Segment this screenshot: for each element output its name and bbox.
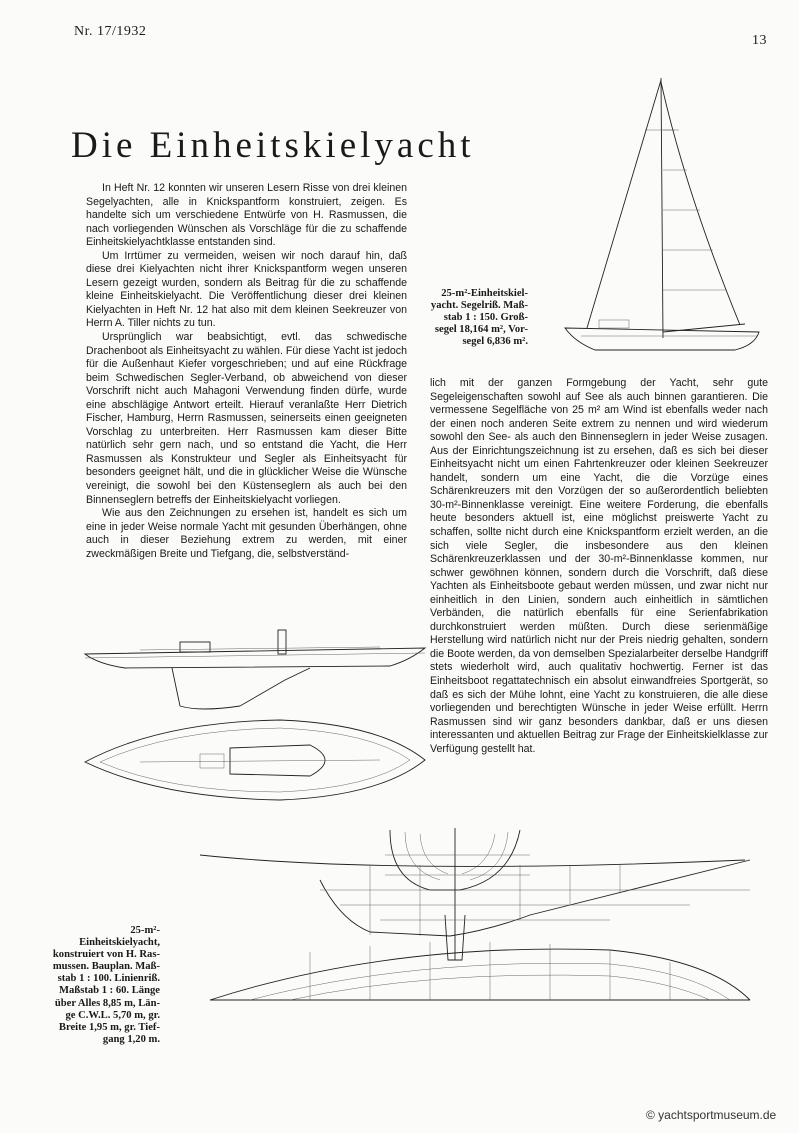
paragraph: lich mit der ganzen Formgebung der Yacht, sehr gute Segeleigenschaften sowohl auf See als auch binnen garantieren. Die vermessene Segelfläche von 25 m² am Wind ist ebenfalls weder nach der einen noch anderen Seite extrem zu nennen und wird wiederum sowohl den See- als auch den Binnenseglern in jeder Weise zusagen. Aus der Einrichtungszeichnung ist zu ersehen, daß es sich bei dieser Einheitsyacht nicht um einen Fahrtenkreuzer oder kleinen Seekreuzer handelt, sondern um eine Yacht, die die Vorzüge eines Schärenkreuzers mit den Vorzügen der so außerordentlich beliebten 30-m²-Binnenklasse vereinigt. Eine weitere Forderung, die ebenfalls heute besonders aktuell ist, eine möglichst preiswerte Yacht zu schaffen, sollte nicht durch eine Knickspantform erzielt werden, an die sich viele Segler, die insbesondere aus den kleinen Schärenkreuzerklassen und der 30-m²-Binnenklasse kommen, nur schwer gewöhnen können, sondern durch die Vorschrift, daß diese Yachten als Einheitsboote gebaut werden müssen, und zwar nicht nur einheitlich in den Linien, sondern auch einheitlich in sämtlichen Verbänden, die natürlich ebenfalls für eine Serienfabrikation durchkonstruiert werden müßten. Durch diese serienmäßige Herstellung wird natürlich nicht nur der Preis niedrig gehalten, sondern die Boote werden, da von demselben Spezialarbeiter derselbe Handgriff stets wiederholt wird, auch qualitativ hochwertig. Ferner ist das Einheitsboot regattatechnisch ein absolut einwandfreies Sportgerät, so daß es sich der Mühe lohnt, eine Yacht zu konstruieren, die alle diese vorliegenden und berechtigten Wünsche in jeder Weise erfüllt. Herrn Rasmussen sind wir ganz besonders dankbar, daß er uns diesen interessanten und aktuellen Beitrag zur Frage der Einheitskielklasse zur Verfügung gestellt hat. [430, 377, 768, 755]
caption-line: ge C.W.L. 5,70 m, gr. [65, 1009, 160, 1021]
article-title: Die Einheitskielyacht [71, 125, 475, 166]
caption-line: über Alles 8,85 m, Län- [54, 997, 160, 1009]
caption-line: stab 1 : 150. Groß- [443, 312, 528, 324]
profile-and-deck-plan [80, 620, 445, 830]
caption-line: segel 18,164 m², Vor- [434, 324, 528, 336]
paragraph: Um Irrtümer zu vermeiden, weisen wir noch darauf hin, daß diese drei Kielyachten nicht ihrer Knickspantform wegen unseren Lesern gezeigt wurden, sondern als Beitrag für die zu schaffende kleine Einheitskielyacht. Die Veröffentlichung dieser drei kleinen Kielyachten in Heft Nr. 12 hat also mit dem kleinen Seekreuzer von Herrn A. Tiller nichts zu tun. [86, 249, 407, 330]
caption-line: yacht. Segelriß. Maß- [430, 300, 528, 312]
column-right [430, 377, 768, 756]
caption-line: 25-m²-Einheitskielyacht, [79, 925, 160, 949]
caption-sail-plan [420, 288, 528, 348]
caption-construction-plans [50, 925, 160, 1046]
paragraph: Ursprünglich war beabsichtigt, evtl. das schwedische Drachenboot als Einheitsyacht zu wählen. Für diese Yacht ist jedoch für die Außenhaut Kiefer vorgeschrieben; und auf eine Rückfrage beim Schwedischen Segler-Verband, ob abweichend von dieser Vorschrift nicht auch Mahagoni Verwendung finden dürfe, wurde eine abschlägige Antwort erteilt. Hierauf veranlaßte Herr Dietrich Fischer, Hamburg, Herrn Rasmussen, seinerseits einen geeigneten Vorschlag zu unterbreiten. Herr Rasmussen kam dieser Bitte natürlich sehr gern nach, und so entstand die Yacht, die Herr Rasmussen als Konstrukteur und Segler als Einheitsyacht für besonders geeignet hält, und die in glücklicher Weise die Wünsche vereinigt, die sowohl bei den Küstenseglern als auch bei den Binnenseglern betreffs der Einheitskielyacht vorliegen. [86, 331, 407, 506]
paragraph: Wie aus den Zeichnungen zu ersehen ist, handelt es sich um eine in jeder Weise normale Yacht mit gesunden Überhängen, ohne auch in dieser Beziehung extrem zu werden, mit einer zweckmäßigen Breite und Tiefgang, die, selbstverständ- [86, 507, 407, 560]
page-number: 13 [752, 33, 767, 48]
caption-line: stab 1 : 100. Linienriß. [57, 973, 160, 985]
caption-line: segel 6,836 m². [462, 336, 528, 348]
caption-line: mussen. Bauplan. Maß- [52, 961, 160, 973]
caption-line: Maßstab 1 : 60. Länge [59, 985, 160, 997]
caption-line: Breite 1,95 m, gr. Tief- [58, 1021, 160, 1033]
lines-plan-drawing [190, 820, 770, 1040]
paragraph: In Heft Nr. 12 konnten wir unseren Lesern Risse von drei kleinen Segelyachten, alle in Knickspantform konstruiert, zeigen. Es handelte sich um verschiedene Entwürfe von H. Rasmussen, die nach vorliegenden Wünschen als Vorschläge für die zu schaffende Einheitskielyachtklasse entstanden sind. [86, 182, 407, 249]
column-left [86, 182, 407, 561]
watermark: © yachtsportmuseum.de [646, 1108, 777, 1122]
caption-line: konstruiert von H. Ras- [52, 949, 160, 961]
issue-number: Nr. 17/1932 [74, 24, 147, 39]
sail-plan-drawing [535, 70, 780, 360]
caption-line: 25-m²-Einheitskiel- [441, 288, 528, 299]
caption-line: gang 1,20 m. [102, 1033, 160, 1045]
